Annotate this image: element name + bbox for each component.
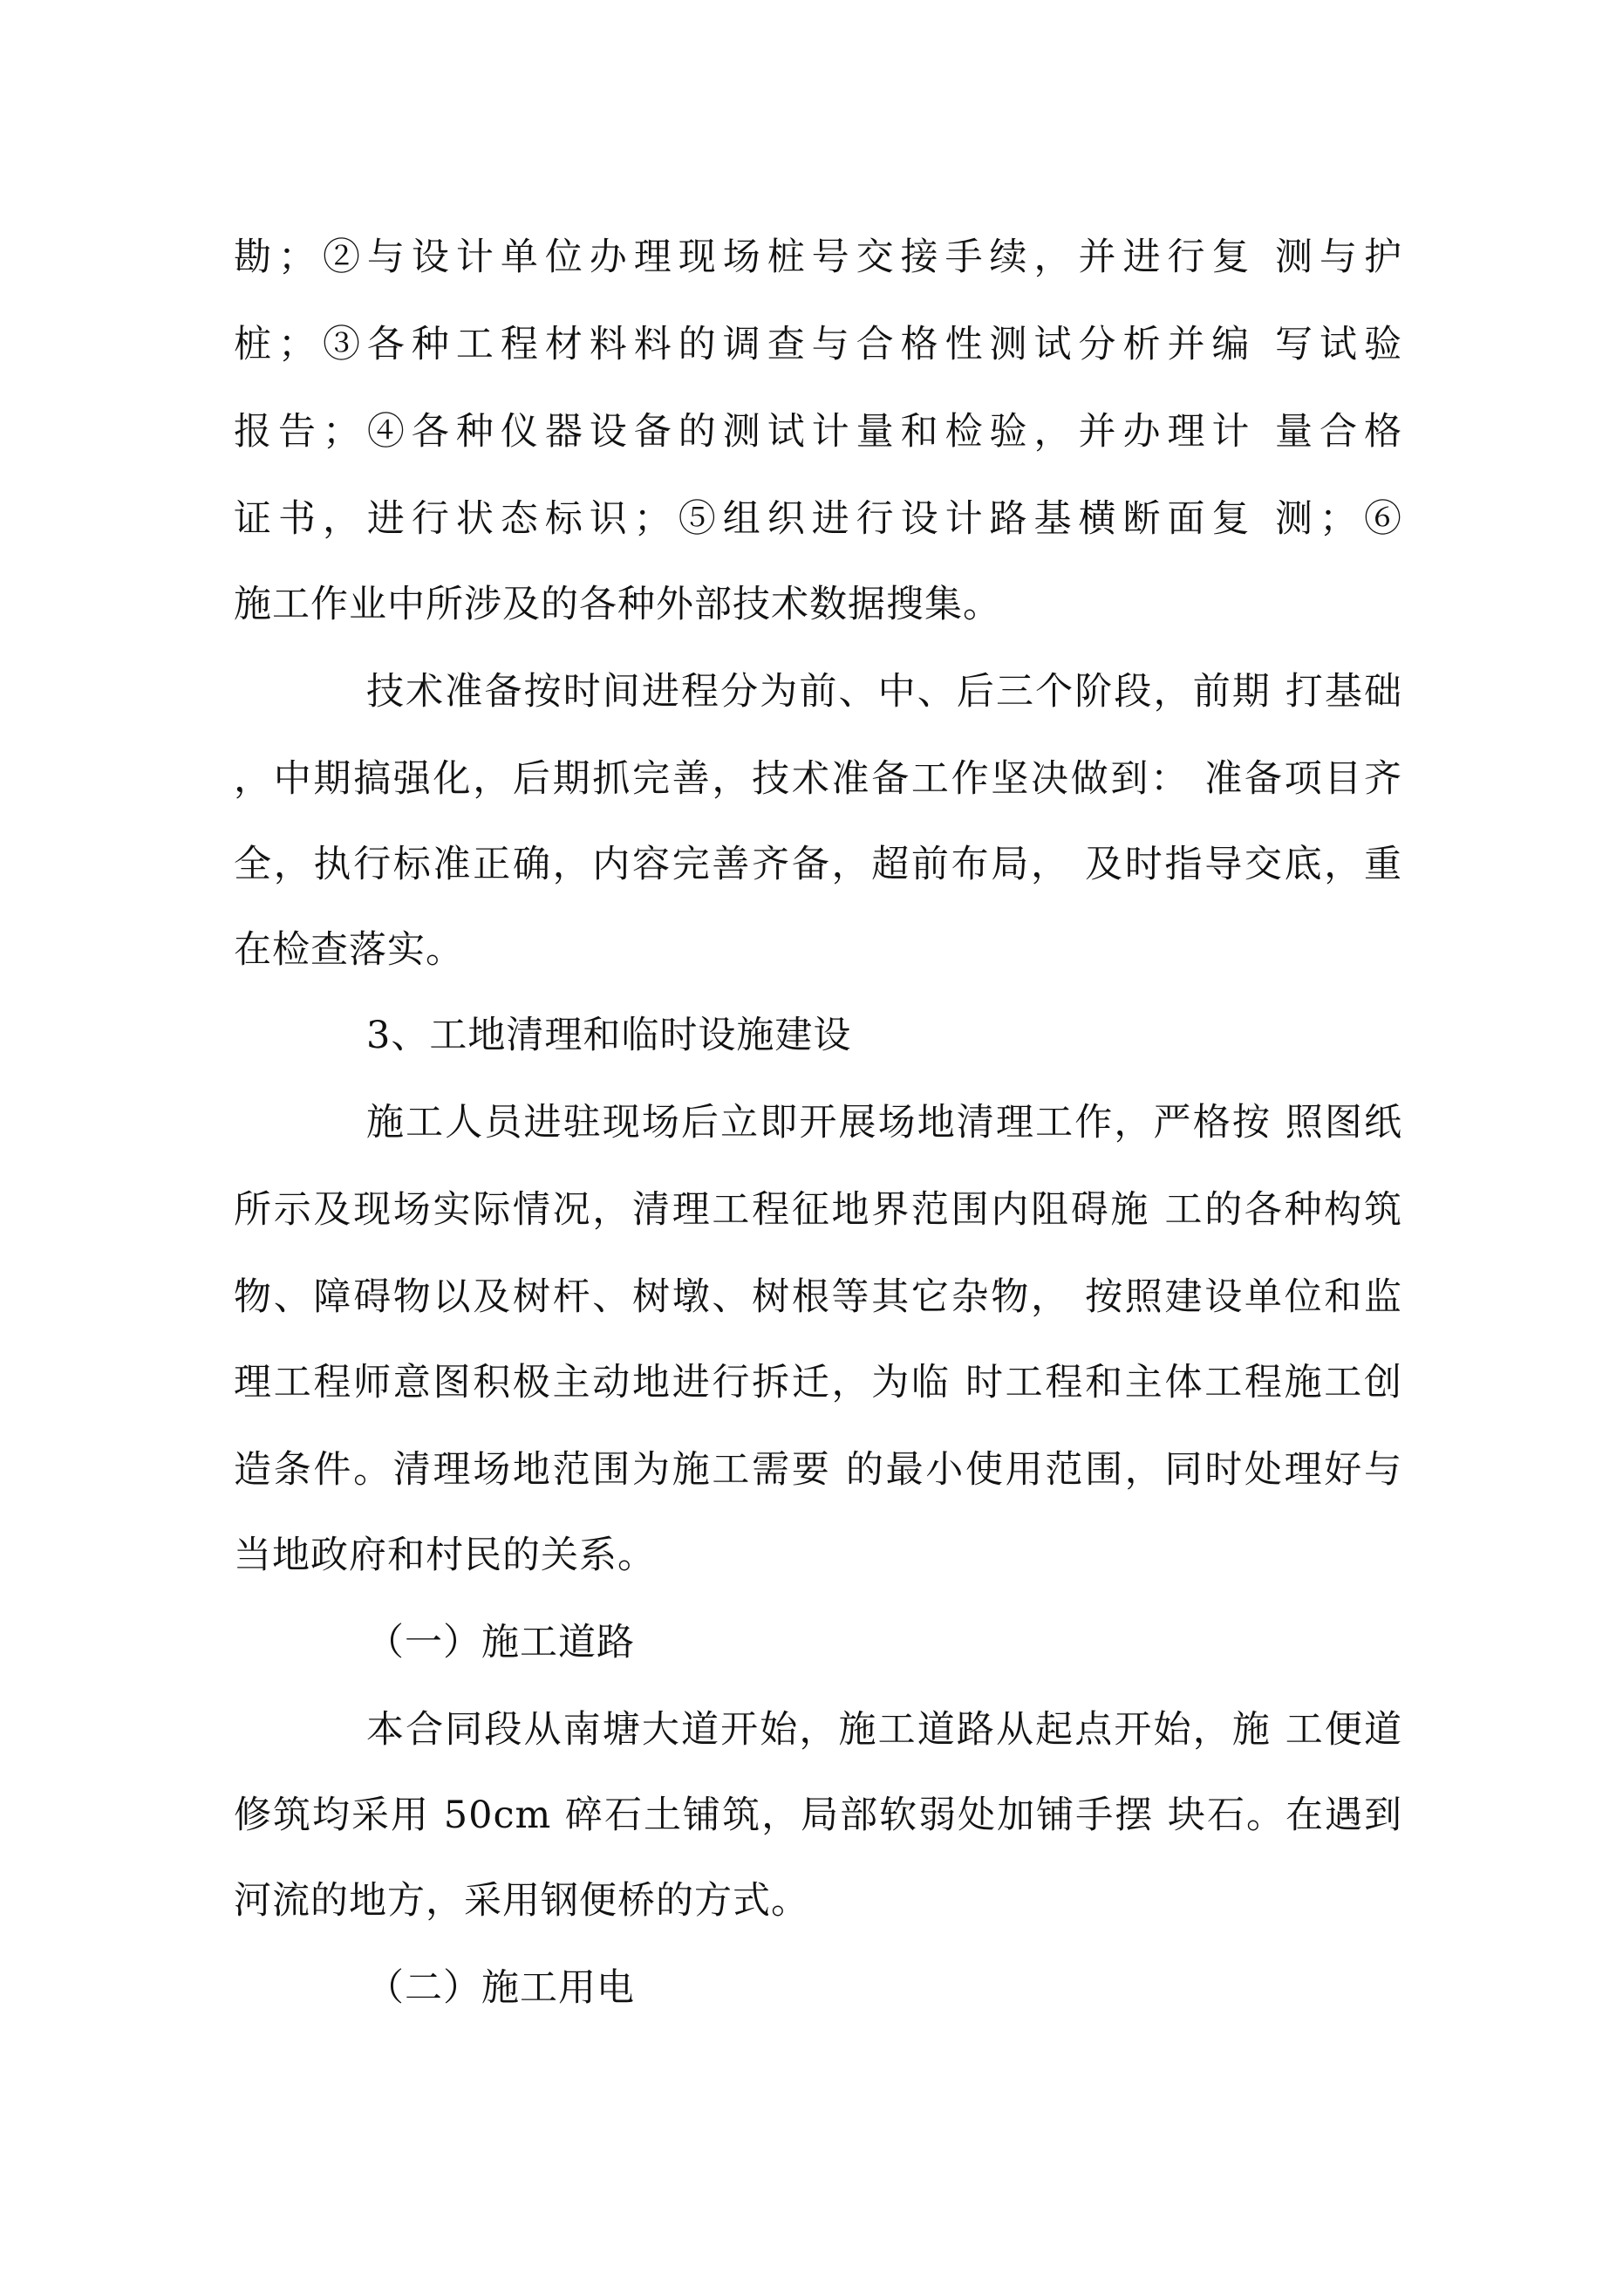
text-line: 报告；④各种仪器设备的测试计量和检验，并办理计 量合格 (234, 410, 1402, 454)
text-line: 全，执行标准正确，内容完善齐备，超前布局， 及时指导交底，重 (234, 843, 1402, 886)
text-line: 当地政府和村民的关系。 (234, 1534, 656, 1577)
text-line: 技术准备按时间进程分为前、中、后三个阶段，前期 打基础 (366, 670, 1402, 714)
text-line: 施工作业中所涉及的各种外部技术数据搜集。 (234, 583, 1001, 626)
text-line: 勘；②与设计单位办理现场桩号交接手续，并进行复 测与护 (234, 236, 1402, 279)
subsection-heading: （一）施工道路 (366, 1621, 635, 1664)
section-heading: 3、工地清理和临时设施建设 (366, 1014, 852, 1057)
text-line: 修筑均采用 50cm 碎石土铺筑，局部软弱处加铺手摆 块石。在遇到 (234, 1794, 1402, 1837)
text-line: 河流的地方，采用钢便桥的方式。 (234, 1879, 809, 1923)
text-line: 施工人员进驻现场后立即开展场地清理工作，严格按 照图纸 (366, 1101, 1402, 1145)
text-line: 证书，进行状态标识；⑤组织进行设计路基横断面复 测；⑥ (234, 497, 1402, 541)
text-line: 理工程师意图积极主动地进行拆迁，为临 时工程和主体工程施工创 (234, 1361, 1402, 1404)
subsection-heading: （二）施工用电 (366, 1966, 635, 2010)
text-line: 物、障碍物以及树杆、树墩、树根等其它杂物， 按照建设单位和监 (234, 1275, 1402, 1319)
text-line: 所示及现场实际情况，清理工程征地界范围内阻碍施 工的各种构筑 (234, 1188, 1402, 1232)
text-line: 桩；③各种工程材料料的调查与合格性测试分析并编 写试验 (234, 323, 1402, 366)
text-line: ，中期搞强化，后期抓完善，技术准备工作坚决做到： 准备项目齐 (234, 757, 1402, 801)
text-line: 本合同段从南塘大道开始，施工道路从起点开始，施 工便道 (366, 1708, 1402, 1752)
text-line: 在检查落实。 (234, 928, 464, 972)
text-line: 造条件。清理场地范围为施工需要 的最小使用范围，同时处理好与 (234, 1448, 1402, 1492)
